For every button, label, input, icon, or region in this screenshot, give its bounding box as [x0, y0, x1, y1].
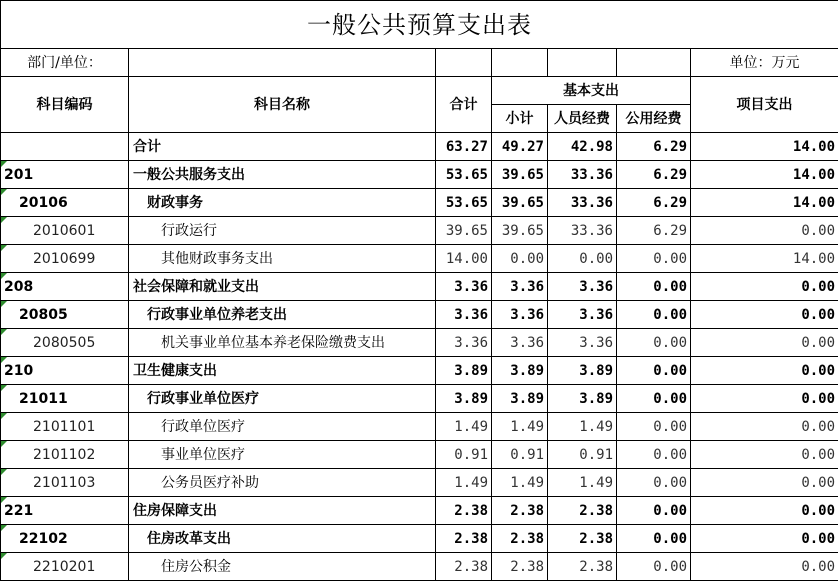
cell-subtotal: 49.27 [492, 133, 548, 161]
cell-public: 6.29 [617, 161, 691, 189]
cell-subtotal: 3.89 [492, 385, 548, 413]
cell-code: 201 [1, 161, 129, 189]
cell-personnel: 42.98 [548, 133, 617, 161]
cell-code: 2080505 [1, 329, 129, 357]
cell-total: 0.91 [436, 441, 492, 469]
cell-name: 事业单位医疗 [129, 441, 436, 469]
cell-project: 0.00 [691, 497, 838, 525]
cell-subtotal: 3.36 [492, 273, 548, 301]
cell-total: 3.36 [436, 301, 492, 329]
page-title: 一般公共预算支出表 [1, 1, 838, 49]
cell-total: 39.65 [436, 217, 492, 245]
cell-code: 2210201 [1, 553, 129, 581]
cell-public: 0.00 [617, 357, 691, 385]
cell-name: 行政单位医疗 [129, 413, 436, 441]
table-row [1, 441, 838, 469]
cell-public: 0.00 [617, 525, 691, 553]
cell-public: 0.00 [617, 385, 691, 413]
cell-total: 1.49 [436, 413, 492, 441]
cell-code: 221 [1, 497, 129, 525]
cell-personnel: 0.91 [548, 441, 617, 469]
cell-subtotal: 39.65 [492, 189, 548, 217]
cell-total: 53.65 [436, 189, 492, 217]
cell-subtotal: 2.38 [492, 497, 548, 525]
cell-subtotal: 1.49 [492, 413, 548, 441]
cell-code [1, 133, 129, 161]
cell-personnel: 33.36 [548, 217, 617, 245]
table-row [1, 357, 838, 385]
header-total: 合计 [436, 77, 492, 133]
cell-personnel: 3.36 [548, 273, 617, 301]
cell-project: 0.00 [691, 469, 838, 497]
cell-public: 0.00 [617, 413, 691, 441]
cell-subtotal: 39.65 [492, 217, 548, 245]
cell-subtotal: 0.00 [492, 245, 548, 273]
cell-project: 0.00 [691, 413, 838, 441]
cell-project: 0.00 [691, 525, 838, 553]
cell-project: 14.00 [691, 245, 838, 273]
cell-personnel: 3.89 [548, 357, 617, 385]
cell-total: 3.89 [436, 385, 492, 413]
table-row [1, 329, 838, 357]
cell-total: 63.27 [436, 133, 492, 161]
cell-personnel: 33.36 [548, 161, 617, 189]
cell-name: 公务员医疗补助 [129, 469, 436, 497]
table-row [1, 469, 838, 497]
cell-public: 0.00 [617, 469, 691, 497]
cell-name: 住房改革支出 [129, 525, 436, 553]
cell-personnel: 3.36 [548, 329, 617, 357]
cell-code: 2010601 [1, 217, 129, 245]
cell-subtotal: 3.36 [492, 301, 548, 329]
cell-public: 0.00 [617, 497, 691, 525]
cell-public: 0.00 [617, 273, 691, 301]
cell-code: 2101101 [1, 413, 129, 441]
cell-public: 6.29 [617, 133, 691, 161]
table-row [1, 189, 838, 217]
cell-code: 2101103 [1, 469, 129, 497]
cell-personnel: 2.38 [548, 497, 617, 525]
cell-project: 14.00 [691, 133, 838, 161]
cell-subtotal: 0.91 [492, 441, 548, 469]
header-project: 项目支出 [691, 77, 838, 133]
cell-personnel: 2.38 [548, 553, 617, 581]
cell-name: 财政事务 [129, 189, 436, 217]
cell-name: 卫生健康支出 [129, 357, 436, 385]
cell-personnel: 3.36 [548, 301, 617, 329]
cell-public: 0.00 [617, 301, 691, 329]
cell-personnel: 1.49 [548, 413, 617, 441]
header-public: 公用经费 [617, 105, 691, 133]
cell-code: 21011 [1, 385, 129, 413]
header-basic: 基本支出 [492, 77, 691, 105]
cell-total: 3.36 [436, 329, 492, 357]
cell-name: 合计 [129, 133, 436, 161]
table-row [1, 161, 838, 189]
cell-public: 0.00 [617, 245, 691, 273]
cell-total: 2.38 [436, 497, 492, 525]
cell-subtotal: 3.36 [492, 329, 548, 357]
dept-label: 部门/单位： [1, 49, 129, 77]
cell-code: 210 [1, 357, 129, 385]
table-row [1, 245, 838, 273]
cell-personnel: 1.49 [548, 469, 617, 497]
cell-subtotal: 2.38 [492, 553, 548, 581]
table-row [1, 497, 838, 525]
cell-name: 住房保障支出 [129, 497, 436, 525]
cell-subtotal: 39.65 [492, 161, 548, 189]
cell-subtotal: 1.49 [492, 469, 548, 497]
table-row [1, 273, 838, 301]
cell-total: 2.38 [436, 553, 492, 581]
header-personnel: 人员经费 [548, 105, 617, 133]
cell-project: 0.00 [691, 217, 838, 245]
table-row [1, 525, 838, 553]
cell-project: 0.00 [691, 441, 838, 469]
cell-personnel: 33.36 [548, 189, 617, 217]
cell-code: 208 [1, 273, 129, 301]
cell-name: 其他财政事务支出 [129, 245, 436, 273]
unit-label: 单位：万元 [691, 49, 838, 77]
table-row [1, 413, 838, 441]
cell-project: 0.00 [691, 273, 838, 301]
empty-cell [617, 49, 691, 77]
cell-project: 0.00 [691, 385, 838, 413]
cell-name: 行政事业单位医疗 [129, 385, 436, 413]
cell-public: 0.00 [617, 441, 691, 469]
dept-value-cell [129, 49, 436, 77]
cell-name: 机关事业单位基本养老保险缴费支出 [129, 329, 436, 357]
cell-subtotal: 2.38 [492, 525, 548, 553]
empty-cell [436, 49, 492, 77]
cell-project: 14.00 [691, 161, 838, 189]
table-row [1, 553, 838, 581]
cell-name: 行政事业单位养老支出 [129, 301, 436, 329]
table-row [1, 217, 838, 245]
cell-total: 1.49 [436, 469, 492, 497]
cell-project: 0.00 [691, 553, 838, 581]
empty-cell [492, 49, 548, 77]
cell-code: 20106 [1, 189, 129, 217]
cell-name: 住房公积金 [129, 553, 436, 581]
cell-total: 2.38 [436, 525, 492, 553]
cell-public: 6.29 [617, 189, 691, 217]
cell-personnel: 2.38 [548, 525, 617, 553]
header-subtotal: 小计 [492, 105, 548, 133]
cell-project: 0.00 [691, 357, 838, 385]
cell-total: 14.00 [436, 245, 492, 273]
cell-name: 一般公共服务支出 [129, 161, 436, 189]
cell-personnel: 0.00 [548, 245, 617, 273]
cell-code: 2010699 [1, 245, 129, 273]
cell-total: 53.65 [436, 161, 492, 189]
cell-total: 3.36 [436, 273, 492, 301]
table-row [1, 385, 838, 413]
cell-name: 行政运行 [129, 217, 436, 245]
cell-project: 0.00 [691, 329, 838, 357]
cell-project: 0.00 [691, 301, 838, 329]
cell-project: 14.00 [691, 189, 838, 217]
cell-total: 3.89 [436, 357, 492, 385]
header-code: 科目编码 [1, 77, 129, 133]
cell-public: 6.29 [617, 217, 691, 245]
cell-code: 2101102 [1, 441, 129, 469]
cell-subtotal: 3.89 [492, 357, 548, 385]
cell-personnel: 3.89 [548, 385, 617, 413]
cell-public: 0.00 [617, 329, 691, 357]
table-row [1, 301, 838, 329]
cell-code: 20805 [1, 301, 129, 329]
cell-public: 0.00 [617, 553, 691, 581]
cell-name: 社会保障和就业支出 [129, 273, 436, 301]
table-row [1, 133, 838, 161]
header-name: 科目名称 [129, 77, 436, 133]
cell-code: 22102 [1, 525, 129, 553]
empty-cell [548, 49, 617, 77]
